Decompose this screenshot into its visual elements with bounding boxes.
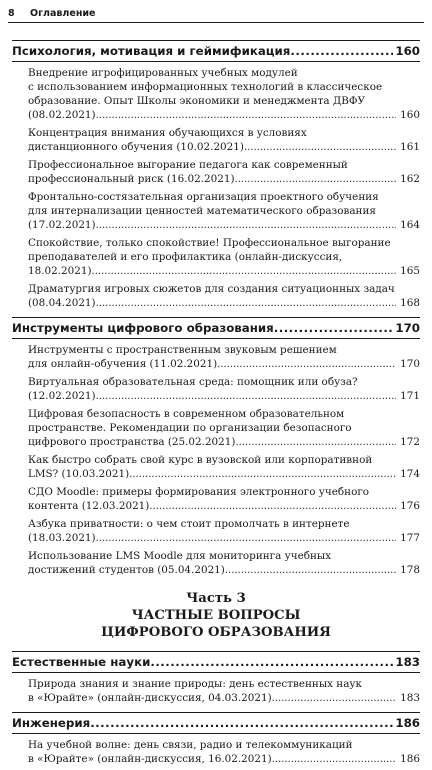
toc-entry-page-number: 174 (400, 468, 420, 480)
section-page-number: 170 (395, 321, 420, 335)
toc-entry[interactable] (28, 282, 420, 311)
toc-sections-group-a (12, 40, 420, 578)
toc-entry-line: образование. Опыт Школы экономики и менеджмента ДВФУ (28, 95, 366, 107)
dot-leader (92, 265, 397, 279)
toc-entry-last-text: LMS? (10.03.2021) (28, 468, 130, 480)
dot-leader (290, 43, 393, 59)
toc-entry-last-line (28, 752, 420, 767)
toc-entry-last-text: контента (12.03.2021) (28, 500, 150, 512)
header-rule (8, 22, 424, 23)
toc-entry-last-line (28, 389, 420, 404)
toc-entry-line: СДО Moodle: примеры формирования электронного учебного (28, 486, 370, 498)
toc-entry[interactable] (28, 517, 420, 546)
dot-leader (150, 654, 393, 670)
toc-entry-line: преподавателей и его профилактика (онлайн-дискуссия, (28, 251, 343, 263)
toc-entry[interactable] (28, 190, 420, 233)
toc-entry-last-line (28, 467, 420, 482)
toc-entry-last-text: профессиональный риск (16.02.2021) (28, 173, 235, 185)
toc-entry-page-number: 161 (400, 141, 420, 153)
toc-entry-line: Виртуальная образовательная среда: помощник или обуза? (28, 376, 358, 388)
toc-entry-list (12, 339, 420, 578)
toc-entry-line: Концентрация внимания обучающихся в условиях (28, 127, 307, 139)
section-heading[interactable] (12, 652, 420, 672)
toc-entry-last-text: дистанционного обучения (10.02.2021) (28, 141, 244, 153)
toc-entry-last-text: (12.02.2021) (28, 390, 96, 402)
dot-leader (235, 436, 396, 450)
part-heading (12, 590, 420, 641)
dot-leader (96, 297, 397, 311)
toc-entry-last-text: для онлайн-обучения (11.02.2021) (28, 358, 218, 370)
dot-leader (235, 173, 397, 187)
page-number: 8 (8, 8, 15, 19)
toc-entry[interactable] (28, 738, 420, 767)
toc-entry-page-number: 160 (400, 109, 420, 121)
toc-entry-page-number: 162 (400, 173, 420, 185)
toc-entry-last-text: (18.03.2021) (28, 532, 96, 544)
toc-entry-line: с использованием информационных технологий в классическое (28, 81, 383, 93)
dot-leader (96, 532, 397, 546)
toc-entry-list (12, 734, 420, 767)
section-heading[interactable] (12, 318, 420, 338)
toc-entry-line: Природа знания и знание природы: день естественных наук (28, 678, 363, 690)
toc-entry-last-text: достижений студентов (05.04.2021) (28, 564, 225, 576)
dot-leader (244, 141, 396, 155)
toc-entry-page-number: 170 (400, 358, 420, 370)
toc-entry-last-text: (08.04.2021) (28, 297, 96, 309)
toc-entry-line: Спокойствие, только спокойствие! Профессиональное выгорание (28, 237, 391, 249)
toc-entry-last-text: в «Юрайте» (онлайн-дискуссия, 04.03.2021) (28, 692, 272, 704)
toc-entry-last-text: цифрового пространства (25.02.2021) (28, 436, 236, 448)
toc-entry-page-number: 164 (400, 219, 420, 231)
toc-entry-last-line (28, 296, 420, 311)
toc-entry-line: Использование LMS Moodle для мониторинга учебных (28, 550, 332, 562)
toc-entry[interactable] (28, 677, 420, 706)
toc-entry[interactable] (28, 549, 420, 578)
dot-leader (96, 219, 397, 233)
dot-leader (90, 715, 393, 731)
dot-leader (96, 390, 397, 404)
toc-entry-page-number: 178 (400, 564, 420, 576)
toc-entry-line: для интернализации ценностей математического образования (28, 205, 376, 217)
toc-entry-last-text: (17.02.2021) (28, 219, 96, 231)
dot-leader (272, 692, 397, 706)
toc-entry-page-number: 168 (400, 297, 420, 309)
toc-entry[interactable] (28, 126, 420, 155)
toc-entry-line: Фронтально-состязательная организация проектного обучения (28, 191, 379, 203)
toc-entry-line: Как быстро собрать свой курс в вузовской или корпоративной (28, 454, 373, 466)
dot-leader (272, 753, 397, 767)
part-title-line-1: ЧАСТНЫЕ ВОПРОСЫ (131, 608, 301, 623)
toc-entry-page-number: 171 (400, 390, 420, 402)
toc-entry-line: Азбука приватности: о чем стоит промолчать в интернете (28, 518, 350, 530)
running-title: Оглавление (30, 8, 96, 19)
dot-leader (96, 109, 397, 123)
toc-entry[interactable] (28, 66, 420, 123)
section-title: Инструменты цифрового образования (12, 321, 274, 335)
section-page-number: 183 (395, 655, 420, 669)
toc-entry-last-text: 18.02.2021) (28, 265, 92, 277)
toc-entry[interactable] (28, 407, 420, 450)
toc-entry-last-line (28, 140, 420, 155)
toc-entry-list (12, 673, 420, 706)
toc-entry-last-line (28, 499, 420, 514)
toc-entry-list (12, 62, 420, 311)
toc-entry[interactable] (28, 375, 420, 404)
toc-entry[interactable] (28, 236, 420, 279)
section-page-number: 160 (395, 44, 420, 58)
dot-leader (217, 358, 396, 372)
dot-leader (225, 564, 396, 578)
toc-entry-line: Драматургия игровых сюжетов для создания ситуационных задач (28, 283, 395, 295)
section-title: Психология, мотивация и геймификация (12, 44, 291, 58)
toc-entry-last-text: (08.02.2021) (28, 109, 96, 121)
toc-entry-page-number: 172 (400, 436, 420, 448)
toc-entry-last-line (28, 264, 420, 279)
toc-entry-last-line (28, 563, 420, 578)
toc-entry-last-line (28, 172, 420, 187)
toc-sections-group-b (12, 651, 420, 767)
toc-entry-line: Инструменты с пространственным звуковым решением (28, 344, 337, 356)
section-heading[interactable] (12, 713, 420, 733)
toc-entry-last-line (28, 531, 420, 546)
toc-entry-page-number: 183 (400, 692, 420, 704)
toc-entry-last-line (28, 691, 420, 706)
toc-entry-page-number: 176 (400, 500, 420, 512)
toc-entry-line: Внедрение игрофицированных учебных модулей (28, 67, 298, 79)
toc-entry-last-line (28, 357, 420, 372)
dot-leader (129, 468, 396, 482)
toc-entry-line: пространстве. Рекомендации по организации безопасного (28, 422, 352, 434)
toc-entry[interactable] (28, 485, 420, 514)
part-title-line-2: ЦИФРОВОГО ОБРАЗОВАНИЯ (101, 625, 331, 640)
toc-entry[interactable] (28, 453, 420, 482)
section-title: Естественные науки (12, 655, 151, 669)
toc-entry-page-number: 186 (400, 753, 420, 765)
toc-entry-page-number: 177 (400, 532, 420, 544)
toc-entry-last-text: в «Юрайте» (онлайн-дискуссия, 16.02.2021) (28, 753, 272, 765)
toc-entry-line: Цифровая безопасность в современном образовательном (28, 408, 345, 420)
toc-content (12, 40, 420, 770)
toc-entry-last-line (28, 218, 420, 233)
toc-entry-line: На учебной волне: день связи, радио и телекоммуникаций (28, 739, 353, 751)
toc-entry[interactable] (28, 343, 420, 372)
section-title: Инженерия (12, 716, 91, 730)
section-page-number: 186 (395, 716, 420, 730)
toc-entry-last-line (28, 108, 420, 123)
part-number: Часть 3 (186, 591, 246, 606)
toc-entry-last-line (28, 435, 420, 450)
dot-leader (274, 320, 394, 336)
toc-entry-line: Профессиональное выгорание педагога как современный (28, 159, 348, 171)
toc-entry[interactable] (28, 158, 420, 187)
section-heading[interactable] (12, 41, 420, 61)
dot-leader (149, 500, 396, 514)
toc-entry-page-number: 165 (400, 265, 420, 277)
